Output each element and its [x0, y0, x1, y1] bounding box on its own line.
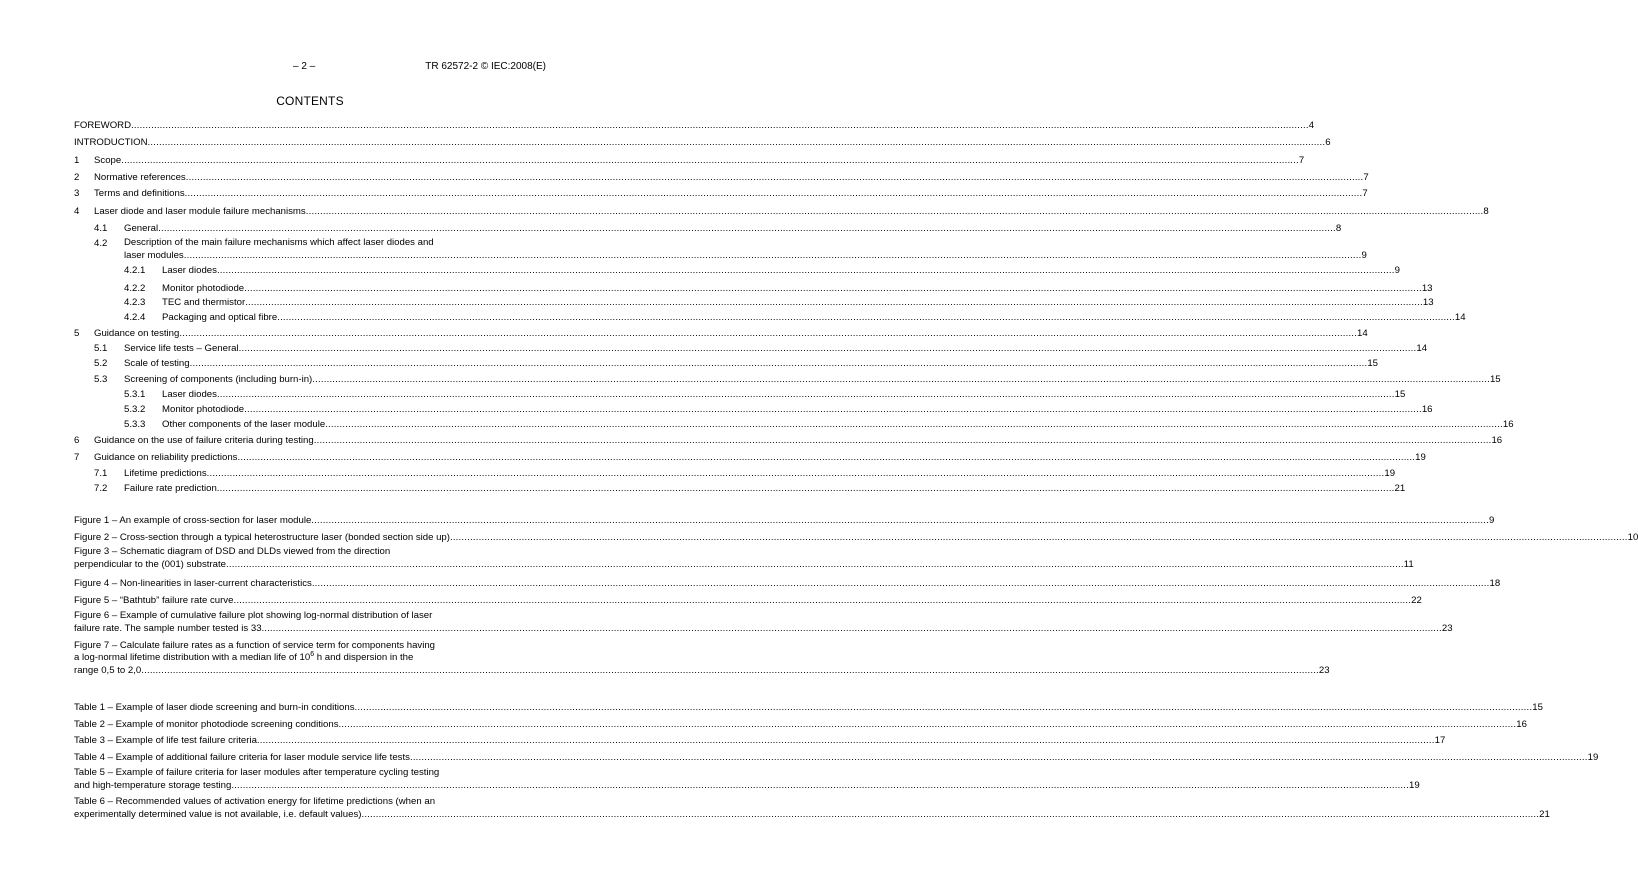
page-reference: 18 — [1489, 578, 1501, 589]
tables-entry[interactable] — [74, 734, 1446, 747]
page-reference: 14 — [1454, 312, 1466, 323]
page-reference: 16 — [1502, 419, 1514, 430]
entry-title: Figure 5 – “Bathtub” failure rate curve — [74, 595, 234, 606]
section-number: 5.2 — [94, 358, 108, 369]
page-reference: 16 — [1421, 404, 1433, 415]
page-reference: 4 — [1308, 120, 1315, 131]
dot-leader — [131, 119, 1309, 132]
section-number: 4.2.4 — [124, 312, 146, 323]
dot-leader — [244, 403, 1422, 416]
page-reference: 6 — [1325, 137, 1331, 148]
contents-title-line: Description of the main failure mechanisms which affect laser diodes and — [124, 237, 434, 248]
dot-leader — [277, 311, 1455, 324]
tables-line — [74, 734, 1446, 747]
contents-entry[interactable] — [74, 327, 1368, 340]
section-number: 5.3 — [94, 374, 108, 385]
section-number: 4.2 — [94, 238, 108, 249]
figures-title-line: Figure 7 – Calculate failure rates as a function of service term for components having — [74, 640, 436, 651]
page-reference: 15 — [1367, 358, 1378, 369]
page-reference: 23 — [1318, 665, 1330, 676]
dot-leader — [190, 357, 1368, 370]
page-reference: 16 — [1491, 435, 1503, 446]
contents-line — [74, 205, 1489, 218]
figures-entry[interactable] — [74, 577, 1501, 590]
contents-line — [74, 222, 1342, 235]
contents-line — [74, 467, 1396, 480]
entry-title: INTRODUCTION — [74, 137, 148, 148]
section-number: 2 — [74, 172, 80, 183]
entry-title: Figure 4 – Non-linearities in laser-current characteristics — [74, 578, 312, 589]
entry-title: General — [124, 223, 159, 234]
page-header — [0, 61, 620, 75]
dot-leader — [245, 296, 1423, 309]
dot-leader — [325, 418, 1503, 431]
figures-entry[interactable] — [74, 594, 1422, 607]
contents-entry[interactable] — [74, 418, 1514, 431]
contents-entry[interactable] — [74, 237, 1367, 261]
dot-leader — [148, 136, 1326, 149]
entry-title: experimentally determined value is not available, i.e. default values) — [74, 809, 362, 820]
dot-leader — [226, 558, 1404, 571]
entry-title: Table 4 – Example of additional failure criteria for laser module service life tests — [74, 752, 410, 763]
figures-line — [74, 594, 1422, 607]
page-reference: 10 — [1627, 532, 1638, 543]
section-number: 5.1 — [94, 343, 108, 354]
section-number: 4 — [74, 206, 80, 217]
section-number: 5 — [74, 328, 80, 339]
figures-entry[interactable] — [74, 610, 1453, 634]
dot-leader — [306, 205, 1484, 218]
entry-title: Lifetime predictions — [124, 468, 207, 479]
section-number: 6 — [74, 435, 80, 446]
page-reference: 7 — [1363, 172, 1369, 183]
page-reference: 8 — [1335, 223, 1342, 234]
dot-leader — [233, 594, 1411, 607]
figures-entry[interactable] — [74, 514, 1495, 527]
page-reference: 9 — [1394, 265, 1400, 276]
entry-title: Other components of the laser module — [162, 419, 326, 430]
dot-leader — [257, 734, 1435, 747]
dot-leader — [141, 664, 1319, 677]
contents-entry[interactable] — [74, 342, 1428, 355]
section-number: 5.3.3 — [124, 419, 146, 430]
dot-leader — [237, 451, 1415, 464]
contents-entry[interactable] — [74, 187, 1368, 200]
title-text: h and dispersion in the — [314, 652, 414, 663]
dot-leader — [450, 531, 1628, 544]
contents-line — [74, 119, 1315, 132]
page-reference: 19 — [1587, 752, 1599, 763]
dot-leader — [311, 514, 1489, 527]
entry-title: Laser diodes — [162, 265, 217, 276]
section-number: 7.1 — [94, 468, 108, 479]
page-reference: 8 — [1483, 206, 1489, 217]
dot-leader — [312, 373, 1490, 386]
page-reference: 11 — [1403, 559, 1414, 570]
dot-leader — [314, 434, 1492, 447]
page-reference: 7 — [1362, 188, 1368, 199]
page-reference: 17 — [1434, 735, 1446, 746]
figures-title-line: Figure 3 – Schematic diagram of DSD and DLDs viewed from the direction — [74, 546, 391, 557]
contents-entry[interactable] — [74, 264, 1400, 277]
page-reference: 15 — [1489, 374, 1501, 385]
figures-entry[interactable] — [74, 546, 1414, 570]
entry-title: Terms and definitions — [94, 188, 185, 199]
page-reference: 22 — [1411, 595, 1422, 606]
tables-line — [74, 701, 1543, 714]
figures-line — [74, 531, 1638, 544]
tables-line — [74, 808, 1550, 821]
contents-entry[interactable] — [74, 357, 1378, 370]
entry-title: FOREWORD — [74, 120, 132, 131]
figures-entry[interactable] — [74, 531, 1638, 544]
page-reference: 15 — [1532, 702, 1543, 713]
entry-title: Normative references — [94, 172, 186, 183]
contents-line — [74, 434, 1503, 447]
entry-title: Monitor photodiode — [162, 404, 245, 415]
dot-leader — [361, 808, 1539, 821]
dot-leader — [410, 751, 1588, 764]
contents-entry[interactable] — [74, 222, 1342, 235]
page-reference: 13 — [1421, 283, 1433, 294]
section-number: 3 — [74, 188, 80, 199]
contents-line — [74, 249, 1367, 262]
page-reference: 14 — [1357, 328, 1368, 339]
page-reference: 16 — [1516, 719, 1527, 730]
contents-entry[interactable] — [74, 482, 1406, 495]
section-number: 4.2.3 — [124, 297, 146, 308]
dot-leader — [264, 622, 1442, 635]
contents-entry[interactable] — [74, 119, 1315, 132]
contents-entry[interactable] — [74, 403, 1433, 416]
entry-title: Monitor photodiode — [162, 283, 245, 294]
entry-title: range 0,5 to 2,0 — [74, 665, 142, 676]
section-number: 4.1 — [94, 223, 108, 234]
contents-entry[interactable] — [74, 388, 1406, 401]
entry-title: Laser diode and laser module failure mechanisms — [94, 206, 306, 217]
dot-leader — [312, 577, 1490, 590]
tables-entry[interactable] — [74, 796, 1550, 820]
contents-entry[interactable] — [74, 171, 1369, 184]
figures-line — [74, 558, 1414, 571]
contents-line — [74, 342, 1428, 355]
page-reference: 15 — [1394, 389, 1406, 400]
entry-title: Guidance on the use of failure criteria during testing — [94, 435, 314, 446]
dot-leader — [184, 249, 1362, 262]
contents-line — [74, 373, 1501, 386]
tables-entry[interactable] — [74, 701, 1543, 714]
exponent: 6 — [310, 651, 315, 658]
section-number: 7 — [74, 452, 80, 463]
dot-leader — [186, 171, 1364, 184]
dot-leader — [217, 482, 1395, 495]
entry-title: failure rate. The sample number tested is 33. — [74, 623, 265, 634]
contents-entry[interactable] — [74, 205, 1489, 218]
contents-line — [74, 451, 1426, 464]
dot-leader — [179, 327, 1357, 340]
dot-leader — [158, 222, 1336, 235]
contents-entry[interactable] — [74, 136, 1331, 149]
document-reference: TR 62572-2 © IEC:2008(E) — [425, 61, 546, 72]
dot-leader — [355, 701, 1533, 714]
entry-title: Scale of testing — [124, 358, 190, 369]
contents-line — [74, 154, 1305, 167]
entry-title: Figure 2 – Cross-section through a typical heterostructure laser (bonded section side up) — [74, 532, 450, 543]
page-reference: 13 — [1422, 297, 1434, 308]
contents-line — [74, 187, 1368, 200]
entry-title: Table 3 – Example of life test failure criteria — [74, 735, 257, 746]
contents-entry[interactable] — [74, 373, 1501, 386]
contents-line — [74, 136, 1331, 149]
entry-title: TEC and thermistor — [162, 297, 246, 308]
section-number: 5.3.2 — [124, 404, 146, 415]
page-reference: 7 — [1298, 155, 1305, 166]
dot-leader — [339, 718, 1517, 731]
dot-leader — [185, 187, 1363, 200]
entry-title: Table 2 – Example of monitor photodiode screening conditions — [74, 719, 339, 730]
entry-title: Screening of components (including burn-in) — [124, 374, 313, 385]
dot-leader — [244, 282, 1422, 295]
tables-entry[interactable] — [74, 751, 1599, 764]
entry-title: Laser diodes — [162, 389, 217, 400]
dot-leader — [217, 388, 1395, 401]
page-reference: 19 — [1415, 452, 1426, 463]
contents-entry[interactable] — [74, 311, 1466, 324]
contents-line — [74, 357, 1378, 370]
page-reference: 19 — [1384, 468, 1396, 479]
entry-title: perpendicular to the (001) substrate — [74, 559, 226, 570]
tables-title-line: Table 5 – Example of failure criteria for laser modules after temperature cycling testing — [74, 767, 440, 778]
section-number: 4.2.2 — [124, 283, 146, 294]
section-number: 5.3.1 — [124, 389, 146, 400]
section-number: 7.2 — [94, 483, 108, 494]
contents-title: CONTENTS — [276, 94, 344, 108]
page-reference: 19 — [1409, 780, 1420, 791]
figures-title-line: Figure 6 – Example of cumulative failure plot showing log-normal distribution of laser — [74, 610, 433, 621]
dot-leader — [207, 467, 1385, 480]
entry-title: Figure 1 – An example of cross-section for laser module — [74, 515, 312, 526]
contents-entry[interactable] — [74, 282, 1433, 295]
page-reference: 21 — [1394, 483, 1406, 494]
dot-leader — [121, 154, 1299, 167]
contents-entry[interactable] — [74, 451, 1426, 464]
page-reference: 23 — [1441, 623, 1453, 634]
figures-line — [74, 622, 1453, 635]
tables-title-line: Table 6 – Recommended values of activation energy for lifetime predictions (when an — [74, 796, 436, 807]
tables-line — [74, 779, 1420, 792]
contents-entry[interactable] — [74, 467, 1396, 480]
tables-entry[interactable] — [74, 767, 1420, 791]
figures-title-line — [74, 652, 546, 664]
entry-title: Packaging and optical fibre — [162, 312, 278, 323]
tables-line — [74, 718, 1527, 731]
dot-leader — [239, 342, 1417, 355]
page-reference: 21 — [1539, 809, 1550, 820]
contents-entry[interactable] — [74, 154, 1305, 167]
figures-line — [74, 664, 1330, 677]
section-number: 4.2.1 — [124, 265, 146, 276]
contents-line — [74, 327, 1368, 340]
contents-entry[interactable] — [74, 434, 1503, 447]
entry-title: laser modules — [124, 250, 184, 261]
page-reference: 9 — [1361, 250, 1367, 261]
figures-entry[interactable] — [74, 640, 1330, 676]
entry-title: Guidance on reliability predictions — [94, 452, 238, 463]
tables-line — [74, 751, 1599, 764]
figures-line — [74, 514, 1495, 527]
entry-title: Guidance on testing — [94, 328, 180, 339]
entry-title: and high-temperature storage testing — [74, 780, 232, 791]
entry-title: Failure rate prediction — [124, 483, 217, 494]
dot-leader — [217, 264, 1395, 277]
page-reference: 9 — [1489, 515, 1495, 526]
tables-entry[interactable] — [74, 718, 1527, 731]
title-text: a log-normal lifetime distribution with a median life of 10 — [74, 652, 311, 663]
dot-leader — [231, 779, 1409, 792]
entry-title: Service life tests – General — [124, 343, 239, 354]
figures-line — [74, 577, 1501, 590]
entry-title: Table 1 – Example of laser diode screening and burn-in conditions — [74, 702, 355, 713]
contents-line — [74, 482, 1406, 495]
section-number: 1 — [74, 155, 80, 166]
page-number: – 2 – — [293, 61, 316, 72]
contents-entry[interactable] — [74, 296, 1434, 309]
contents-line — [74, 171, 1369, 184]
entry-title: Scope — [94, 155, 122, 166]
page-reference: 14 — [1416, 343, 1428, 354]
